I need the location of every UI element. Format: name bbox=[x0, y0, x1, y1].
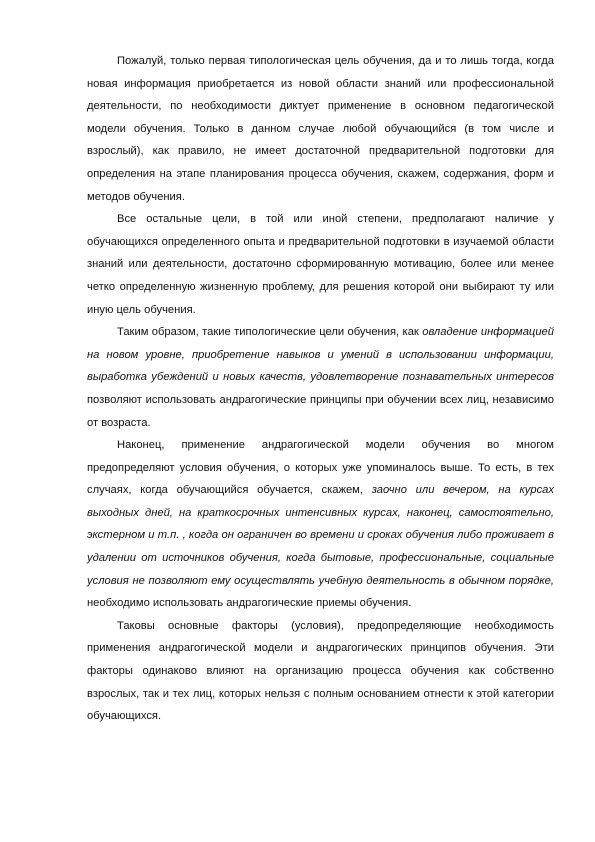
paragraph-2 bbox=[87, 208, 554, 321]
paragraph-text: Наконец, применение андрагогической модели обучения во многом предопределяют условия обучения, о которых уже упоминалось выше. То есть, в тех случаях, когда обучающийся обучается, скажем, bbox=[87, 439, 554, 497]
italic-phrase: заочно или вечером, на курсах выходных дней, на краткосрочных интенсивных курсах, наконец, самостоятельно, экстерном и т.п. , когда он ограничен во времени и сроках обучения либо проживает в удалении от источников обучения, когда бытовые, профессиональные, социальные условия не позволяют ему осуществлять учебную деятельность в обычном порядке, bbox=[87, 484, 554, 587]
paragraph-4 bbox=[87, 434, 554, 615]
paragraph-text: Пожалуй, только первая типологическая цель обучения, да и то лишь тогда, когда новая информация приобретается из новой области знаний или профессиональной деятельности, по необходимости диктует применение в основном педагогической модели обучения. Только в данном случае любой обучающийся (в том числе и взрослый), как правило, не имеет достаточной предварительной подготовки для определения на этапе планирования процесса обучения, скажем, содержания, форм и методов обучения. bbox=[87, 55, 554, 203]
italic-phrase: овладение информацией на новом уровне, приобретение навыков и умений в использовании информации, выработка убеждений и новых качеств, удовлетворение познавательных интересов bbox=[87, 326, 554, 384]
paragraph-3 bbox=[87, 321, 554, 434]
document-page bbox=[87, 50, 554, 728]
paragraph-text: Таковы основные факторы (условия), предопределяющие необходимость применения андрагогической модели и андрагогических принципов обучения. Эти факторы одинаково влияют на организацию процесса обучения как собственно взрослых, так и тех лиц, которых нельзя с полным основанием отнести к этой категории обучающихся. bbox=[87, 619, 554, 723]
paragraph-text: позволяют использовать андрагогические принципы при обучении всех лиц, независимо от возраста. bbox=[87, 393, 554, 429]
paragraph-1 bbox=[87, 50, 554, 208]
paragraph-5 bbox=[87, 615, 554, 728]
paragraph-text: Таким образом, такие типологические цели обучения, как bbox=[117, 326, 423, 339]
paragraph-text: необходимо использовать андрагогические приемы обучения. bbox=[87, 597, 412, 610]
paragraph-text: Все остальные цели, в той или иной степени, предполагают наличие у обучающихся определенного опыта и предварительной подготовки в изучаемой области знаний или деятельности, достаточно сформированную мотивацию, более или менее четко определенную жизненную проблему, для решения которой они выбирают ту или иную цель обучения. bbox=[87, 213, 554, 316]
